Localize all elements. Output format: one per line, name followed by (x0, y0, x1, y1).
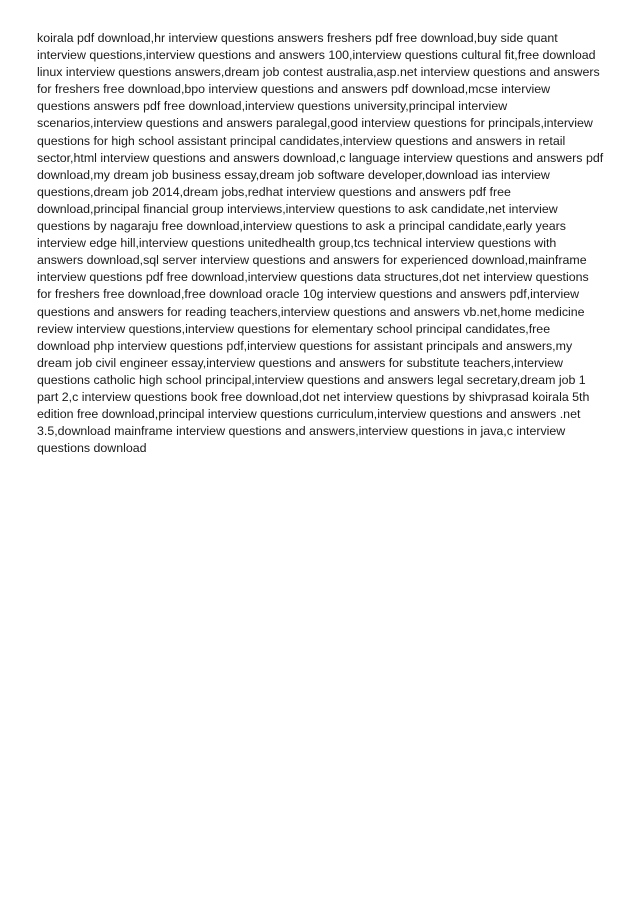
body-paragraph: koirala pdf download,hr interview questions answers freshers pdf free download,buy side quant interview questions,interview questions and answers 100,interview questions cultural fit,free download linux interview questions answers,dream job contest australia,asp.net interview questions and answers for freshers free download,bpo interview questions and answers pdf download,mcse interview questions answers pdf free download,interview questions university,principal interview scenarios,interview questions and answers paralegal,good interview questions for principals,interview questions for high school assistant principal candidates,interview questions and answers in retail sector,html interview questions and answers download,c language interview questions and answers pdf download,my dream job business essay,dream job software developer,download ias interview questions,dream job 2014,dream jobs,redhat interview questions and answers pdf free download,principal financial group interviews,interview questions to ask candidate,net interview questions by nagaraju free download,interview questions to ask a principal candidate,early years interview edge hill,interview questions unitedhealth group,tcs technical interview questions with answers download,sql server interview questions and answers for experienced download,mainframe interview questions pdf free download,interview questions data structures,dot net interview questions for freshers free download,free download oracle 10g interview questions and answers pdf,interview questions and answers for reading teachers,interview questions and answers vb.net,home medicine review interview questions,interview questions for elementary school principal candidates,free download php interview questions pdf,interview questions for assistant principals and answers,my dream job civil engineer essay,interview questions and answers for substitute teachers,interview questions catholic high school principal,interview questions and answers legal secretary,dream job 1 part 2,c interview questions book free download,dot net interview questions by shivprasad koirala 5th edition free download,principal interview questions curriculum,interview questions and answers .net 3.5,download mainframe interview questions and answers,interview questions in java,c interview questions download (37, 31, 604, 456)
